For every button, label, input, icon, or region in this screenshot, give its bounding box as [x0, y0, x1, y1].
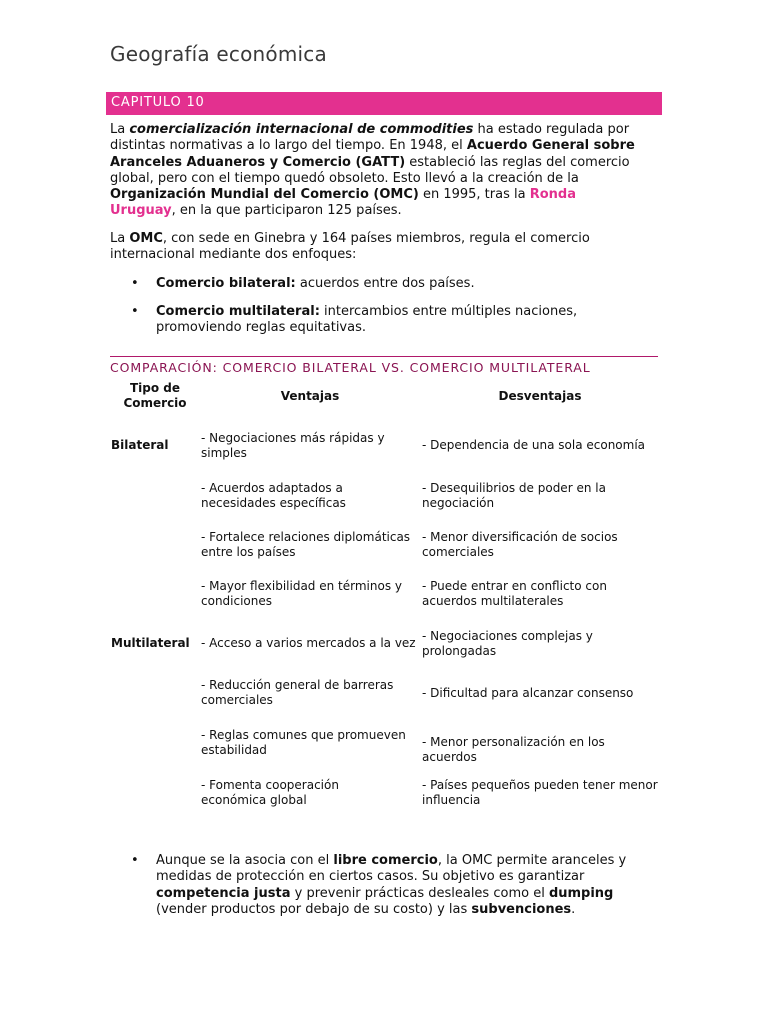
list-item-bilateral — [156, 276, 636, 292]
chapter-banner — [106, 92, 662, 115]
emphasis-dumping: dumping — [548, 885, 614, 901]
emphasis-omc-short: OMC — [129, 231, 163, 246]
emphasis-subvenciones: subvenciones — [471, 901, 572, 917]
emphasis-omc: Organización Mundial del Comercio (OMC) — [110, 187, 419, 203]
intro-paragraph-2 — [110, 231, 640, 264]
chapter-label: CAPITULO 10 — [111, 95, 205, 110]
text-run: (vender productos por debajo de su costo) y las — [156, 901, 472, 917]
table-cell-pro: - Acuerdos adaptados a necesidades específicas — [201, 481, 346, 510]
text-run: . — [571, 901, 576, 917]
table-cell-pro: - Reglas comunes que promueven estabilidad — [201, 728, 406, 757]
text-run: en 1995, tras la — [418, 187, 530, 203]
row-group-label-bilateral: Bilateral — [111, 438, 169, 452]
list-item-term: Comercio bilateral: — [156, 276, 296, 291]
table-cell-pro: - Reducción general de barreras comerciales — [201, 678, 394, 707]
text-run: La — [110, 122, 130, 137]
page-title: Geografía económica — [110, 42, 327, 66]
text-run: y prevenir prácticas desleales como el — [290, 885, 549, 901]
table-cell-con: - Dificultad para alcanzar consenso — [422, 686, 634, 700]
section-divider — [110, 356, 658, 357]
table-cell-pro: - Acceso a varios mercados a la vez — [201, 636, 416, 650]
emphasis-libre-comercio: libre comercio — [333, 853, 438, 868]
table-cell-con: - Desequilibrios de poder en la negociación — [422, 481, 606, 510]
intro-paragraph-1 — [110, 122, 640, 220]
list-item-term: Comercio multilateral: — [156, 304, 320, 319]
table-cell-pro: - Fomenta cooperación económica global — [201, 778, 339, 807]
text-run: estableció las reglas del comercio global, pero con el tiempo quedó obsoleto. Esto llevó a la creación de la — [110, 154, 630, 186]
list-item-text: acuerdos entre dos países. — [295, 276, 475, 291]
list-item-multilateral — [156, 304, 636, 337]
table-cell-con: - Menor personalización en los acuerdos — [422, 735, 605, 764]
bullet-icon: • — [131, 853, 139, 868]
text-run: , con sede en Ginebra y 164 países miembros, regula el comercio internacional mediante dos enfoques: — [110, 231, 590, 263]
text-run: Aunque se la asocia con el — [156, 853, 334, 868]
table-cell-pro: - Fortalece relaciones diplomáticas entre los países — [201, 530, 411, 559]
table-cell-con: - Menor diversificación de socios comerciales — [422, 530, 618, 559]
text-run: , la OMC permite aranceles y medidas de protección en ciertos casos. Su objetivo es garantizar — [156, 853, 627, 885]
table-cell-con: - Puede entrar en conflicto con acuerdos multilaterales — [422, 579, 607, 608]
section-title: COMPARACIÓN: COMERCIO BILATERAL VS. COMERCIO MULTILATERAL — [110, 360, 591, 375]
table-cell-con: - Negociaciones complejas y prolongadas — [422, 629, 593, 658]
text-run: La — [110, 231, 130, 246]
text-run: , en la que participaron 125 países. — [171, 203, 402, 219]
column-header-type: Tipo de Comercio — [123, 381, 187, 410]
closing-paragraph — [156, 853, 634, 918]
emphasis-competencia-justa: competencia justa — [156, 885, 291, 901]
column-header-pros: Ventajas — [280, 389, 340, 403]
text-run: ha estado regulada por distintas normativas a lo largo del tiempo. En 1948, el — [110, 122, 630, 154]
list-item-text: intercambios entre múltiples naciones, promoviendo reglas equitativas. — [156, 304, 578, 336]
table-cell-con: - Dependencia de una sola economía — [422, 438, 646, 452]
emphasis-gatt: Acuerdo General sobre Aranceles Aduaneros y Comercio (GATT) — [110, 138, 635, 170]
row-group-label-multilateral: Multilateral — [111, 636, 190, 650]
column-header-cons: Desventajas — [498, 389, 582, 403]
table-cell-pro: - Negociaciones más rápidas y simples — [201, 431, 385, 460]
bullet-icon: • — [131, 304, 139, 319]
emphasis-commodities: comercialización internacional de commodities — [129, 122, 474, 137]
highlight-ronda-uruguay: Ronda Uruguay — [110, 187, 576, 219]
bullet-icon: • — [131, 276, 139, 291]
table-cell-pro: - Mayor flexibilidad en términos y condiciones — [201, 579, 402, 608]
table-cell-con: - Países pequeños pueden tener menor influencia — [422, 778, 658, 807]
